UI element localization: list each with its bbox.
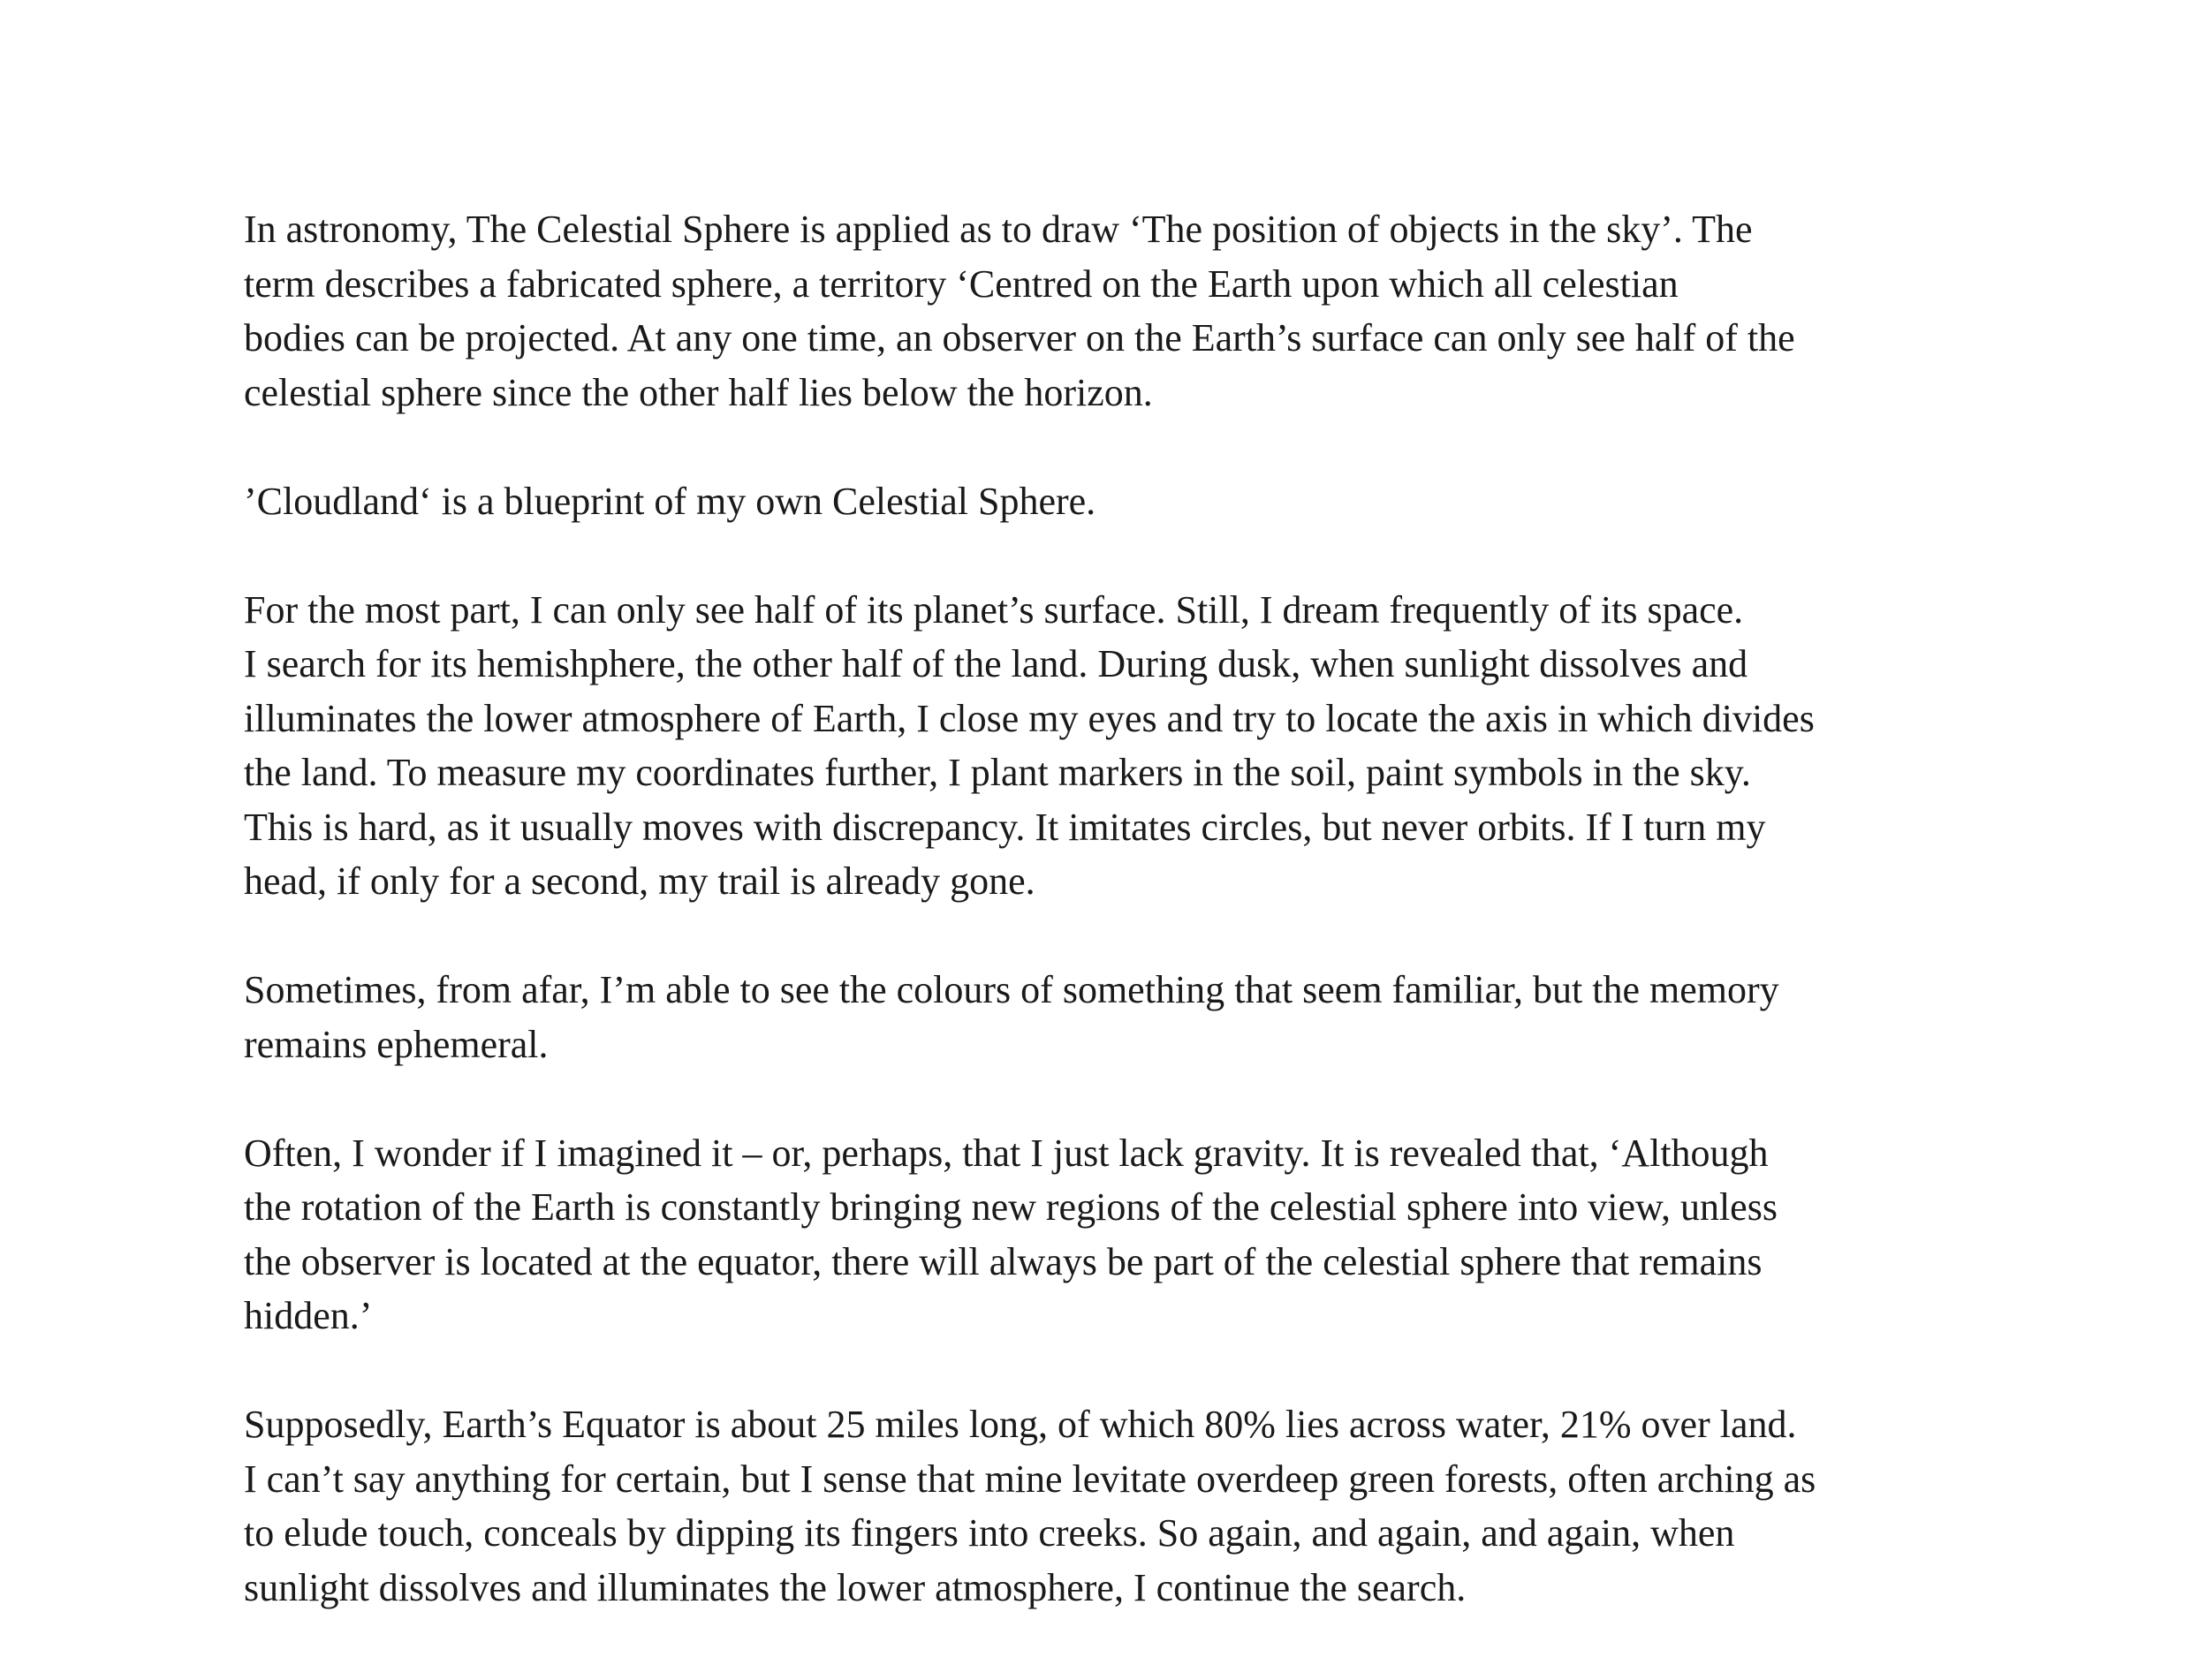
text-line: the observer is located at the equator, there will always be part of the celestial sphere that remains bbox=[244, 1239, 1763, 1283]
paragraph-gravity bbox=[244, 1126, 1993, 1343]
body-text bbox=[244, 202, 1993, 1615]
text-line: the rotation of the Earth is constantly bringing new regions of the celestial sphere into view, unless bbox=[244, 1185, 1778, 1229]
text-line: the land. To measure my coordinates further, I plant markers in the soil, paint symbols in the sky. bbox=[244, 751, 1751, 794]
paragraph-celestial-sphere bbox=[244, 202, 1993, 420]
paragraph-gap bbox=[244, 909, 1993, 964]
paragraph-colours bbox=[244, 963, 1993, 1071]
text-line: Supposedly, Earth’s Equator is about 25 miles long, of which 80% lies across water, 21% over land. bbox=[244, 1403, 1797, 1446]
text-line: ’Cloudland‘ is a blueprint of my own Celestial Sphere. bbox=[244, 479, 1096, 523]
text-line: term describes a fabricated sphere, a territory ‘Centred on the Earth upon which all celestian bbox=[244, 261, 1679, 306]
text-line: bodies can be projected. At any one time, an observer on the Earth’s surface can only see half of the bbox=[244, 316, 1795, 359]
text-line: This is hard, as it usually moves with discrepancy. It imitates circles, but never orbits. If I turn my bbox=[244, 805, 1766, 849]
paragraph-gap bbox=[244, 420, 1993, 474]
text-line: I search for its hemishphere, the other half of the land. During dusk, when sunlight dissolves and bbox=[244, 642, 1748, 685]
paragraph-cloudland bbox=[244, 474, 1993, 529]
paragraph-gap bbox=[244, 528, 1993, 583]
paragraph-gap bbox=[244, 1071, 1993, 1126]
text-line: For the most part, I can only see half of its planet’s surface. Still, I dream frequently of its space. bbox=[244, 587, 1744, 632]
paragraph-half-surface bbox=[244, 583, 1993, 909]
text-line: I can’t say anything for certain, but I sense that mine levitate overdeep green forests, often arching as bbox=[244, 1457, 1816, 1501]
text-line: remains ephemeral. bbox=[244, 1022, 549, 1066]
text-line: hidden.’ bbox=[244, 1294, 373, 1337]
text-line: Often, I wonder if I imagined it – or, perhaps, that I just lack gravity. It is revealed that, ‘Although bbox=[244, 1131, 1769, 1175]
text-line: illuminates the lower atmosphere of Earth, I close my eyes and try to locate the axis in which divides bbox=[244, 696, 1815, 740]
paragraph-equator bbox=[244, 1397, 1993, 1615]
text-line: celestial sphere since the other half lies below the horizon. bbox=[244, 370, 1153, 414]
text-line: In astronomy, The Celestial Sphere is applied as to draw ‘The position of objects in the sky’. The bbox=[244, 208, 1753, 251]
text-line: to elude touch, conceals by dipping its fingers into creeks. So again, and again, and again, when bbox=[244, 1511, 1735, 1555]
text-line: Sometimes, from afar, I’m able to see the colours of something that seem familiar, but the memory bbox=[244, 968, 1779, 1011]
text-line: sunlight dissolves and illuminates the lower atmosphere, I continue the search. bbox=[244, 1565, 1467, 1609]
text-line: head, if only for a second, my trail is already gone. bbox=[244, 859, 1035, 903]
paragraph-gap bbox=[244, 1343, 1993, 1398]
